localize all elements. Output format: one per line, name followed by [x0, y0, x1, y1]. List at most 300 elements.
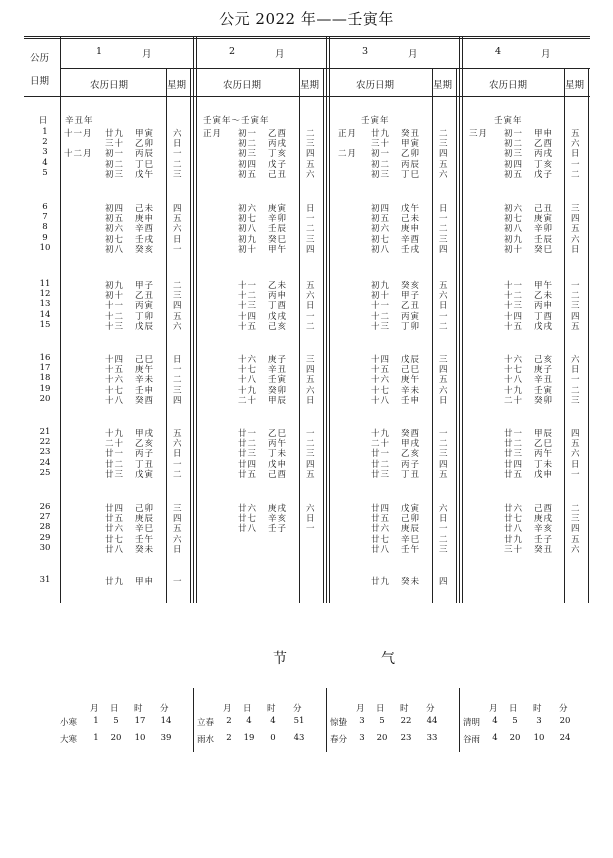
ganzhi-day: 癸卯 — [534, 395, 554, 406]
weekday: 一 — [439, 311, 448, 322]
jieqi-value: 4 — [492, 716, 498, 726]
ganzhi-day: 甲子 — [135, 281, 155, 291]
weekday: 二 — [306, 439, 315, 450]
nongli-label: 农历日期 — [90, 80, 129, 91]
ganzhi-day: 甲申 — [135, 577, 155, 587]
jieqi-column-header: 分 — [426, 704, 435, 714]
ganzhi-day: 癸丑 — [401, 129, 421, 139]
lunar-day: 廿四 — [105, 504, 125, 514]
lunar-day: 初一 — [504, 129, 524, 139]
lunar-day: 廿九 — [105, 577, 125, 587]
lunar-day: 廿四 — [504, 459, 524, 470]
day-number: 30 — [39, 542, 51, 553]
ganzhi-day: 甲寅 — [401, 139, 421, 150]
ganzhi-day: 癸亥 — [401, 281, 421, 291]
weekday: 日 — [439, 301, 448, 312]
lunar-day: 廿五 — [105, 514, 125, 525]
weekday: 五 — [439, 469, 448, 480]
jieqi-column-header: 日 — [110, 704, 119, 714]
weekday: 三 — [173, 169, 182, 180]
jieqi-name: 春分 — [330, 735, 348, 745]
weekday: 一 — [306, 214, 315, 225]
weekday: 六 — [439, 504, 448, 514]
lunar-day: 十七 — [238, 365, 258, 376]
weekday: 六 — [173, 439, 182, 450]
day-number: 28 — [39, 522, 51, 533]
weekday: 一 — [439, 214, 448, 225]
lunar-day: 十一 — [238, 281, 258, 291]
lunar-day: 廿一 — [504, 429, 524, 439]
lunar-day: 初六 — [105, 224, 125, 235]
day-number: 29 — [39, 532, 51, 543]
day-number: 14 — [39, 309, 51, 320]
ganzhi-day: 癸未 — [135, 544, 155, 555]
ganzhi-day: 癸巳 — [534, 244, 554, 255]
weekday: 日 — [306, 301, 315, 312]
weekday: 日 — [173, 139, 182, 150]
ganzhi-day: 辛丑 — [268, 365, 288, 376]
jieqi-value: 24 — [559, 733, 571, 743]
day-number: 25 — [39, 467, 51, 478]
weekday: 四 — [173, 395, 182, 406]
lunar-day: 初四 — [105, 204, 125, 214]
ganzhi-day: 乙酉 — [534, 139, 554, 150]
weekday: 六 — [439, 169, 448, 180]
jieqi-value: 33 — [426, 733, 438, 743]
lunar-day: 廿六 — [371, 524, 391, 535]
weekday: 一 — [173, 244, 182, 255]
weekday: 四 — [306, 149, 315, 160]
lunar-day: 廿九 — [105, 129, 125, 139]
weekday: 三 — [439, 449, 448, 460]
lunar-month: 二月 — [338, 149, 358, 160]
weekday: 六 — [306, 169, 315, 180]
jieqi-value: 5 — [512, 716, 518, 726]
jieqi-column-header: 分 — [293, 704, 302, 714]
lunar-day: 初七 — [238, 214, 258, 225]
ganzhi-day: 壬辰 — [268, 224, 288, 235]
jieqi-column-header: 时 — [533, 704, 542, 714]
weekday: 一 — [173, 577, 182, 587]
ganzhi-day: 己卯 — [135, 504, 155, 514]
jieqi-title: 节 气 — [273, 651, 435, 667]
weekday: 一 — [571, 375, 580, 386]
jieqi-name: 立春 — [197, 718, 215, 728]
lunar-day: 初二 — [371, 159, 391, 170]
weekday: 四 — [571, 524, 580, 535]
ganzhi-day: 乙亥 — [135, 439, 155, 450]
weekday: 四 — [306, 365, 315, 376]
ganzhi-day: 乙卯 — [135, 139, 155, 150]
ganzhi-day: 丁巳 — [135, 159, 155, 170]
ganzhi-day: 庚戌 — [268, 504, 288, 514]
weekday: 五 — [439, 281, 448, 291]
lunar-day: 十八 — [238, 375, 258, 386]
weekday: 日 — [571, 149, 580, 160]
ganzhi-day: 甲寅 — [135, 129, 155, 139]
jieqi-name: 大寒 — [60, 735, 78, 745]
weekday: 日 — [306, 204, 315, 214]
weekday-column-line — [588, 68, 589, 603]
lunar-day: 初九 — [105, 281, 125, 291]
lunar-day: 廿四 — [371, 504, 391, 514]
weekday: 日 — [439, 395, 448, 406]
header-bottom-rule — [24, 96, 590, 97]
lunar-day: 十六 — [105, 375, 125, 386]
weekday: 六 — [306, 504, 315, 514]
xingqi-label: 星期 — [167, 80, 187, 91]
weekday: 五 — [571, 129, 580, 139]
lunar-month: 十二月 — [64, 149, 93, 160]
lunar-day: 初一 — [238, 129, 258, 139]
month-separator — [193, 37, 194, 603]
lunar-day: 十八 — [105, 395, 125, 406]
weekday: 四 — [571, 311, 580, 322]
ganzhi-year: 壬寅年 — [494, 116, 523, 126]
ganzhi-day: 丁卯 — [135, 311, 155, 322]
lunar-day: 三十 — [371, 139, 391, 150]
day-number: 23 — [39, 447, 51, 458]
ganzhi-day: 戊戌 — [268, 311, 288, 322]
lunar-day: 初六 — [238, 204, 258, 214]
nongli-label: 农历日期 — [489, 80, 528, 91]
weekday: 三 — [439, 355, 448, 365]
ganzhi-day: 戊寅 — [135, 469, 155, 480]
day-number: 21 — [39, 427, 51, 437]
ganzhi-day: 癸卯 — [268, 385, 288, 396]
weekday: 五 — [571, 534, 580, 545]
weekday: 四 — [571, 429, 580, 439]
ganzhi-day: 壬午 — [401, 544, 421, 555]
day-number: 15 — [39, 319, 51, 330]
ganzhi-day: 戊辰 — [401, 355, 421, 365]
jieqi-column-header: 月 — [489, 704, 498, 714]
lunar-day: 初四 — [238, 159, 258, 170]
ganzhi-day: 庚寅 — [534, 214, 554, 225]
day-number: 9 — [42, 232, 48, 243]
ganzhi-year: 壬寅年 — [361, 116, 390, 126]
table-top-rule-2 — [24, 38, 590, 39]
weekday: 二 — [173, 375, 182, 386]
ganzhi-day: 癸亥 — [135, 244, 155, 255]
lunar-day: 初十 — [504, 244, 524, 255]
lunar-day: 十一 — [105, 301, 125, 312]
weekday-column-line — [166, 68, 167, 603]
ganzhi-day: 辛酉 — [135, 224, 155, 235]
weekday: 三 — [439, 139, 448, 150]
weekday: 一 — [571, 281, 580, 291]
weekday: 五 — [571, 439, 580, 450]
weekday: 二 — [306, 129, 315, 139]
lunar-day: 十五 — [371, 365, 391, 376]
lunar-day: 初五 — [105, 214, 125, 225]
jieqi-column-header: 分 — [559, 704, 568, 714]
weekday: 四 — [306, 244, 315, 255]
ganzhi-day: 己卯 — [401, 514, 421, 525]
ganzhi-day: 戊申 — [534, 469, 554, 480]
jieqi-value: 22 — [400, 716, 412, 726]
weekday: 日 — [306, 395, 315, 406]
weekday: 六 — [306, 385, 315, 396]
lunar-day: 十八 — [504, 375, 524, 386]
lunar-day: 十六 — [504, 355, 524, 365]
ganzhi-day: 己亥 — [534, 355, 554, 365]
nongli-label: 农历日期 — [356, 80, 395, 91]
lunar-day: 廿九 — [504, 534, 524, 545]
ganzhi-day: 乙丑 — [135, 291, 155, 302]
lunar-month: 正月 — [203, 129, 223, 139]
weekday: 三 — [173, 385, 182, 396]
ganzhi-day: 丁亥 — [268, 149, 288, 160]
jieqi-value: 10 — [533, 733, 545, 743]
ganzhi-day: 丙戌 — [534, 149, 554, 160]
weekday: 日 — [173, 234, 182, 245]
day-number: 8 — [42, 222, 48, 233]
weekday: 三 — [439, 234, 448, 245]
lunar-day: 十八 — [371, 395, 391, 406]
ganzhi-day: 丙午 — [268, 439, 288, 450]
jieqi-value: 19 — [243, 733, 255, 743]
jieqi-value: 2 — [226, 733, 232, 743]
day-number: 24 — [39, 457, 51, 468]
ganzhi-day: 己酉 — [268, 469, 288, 480]
ganzhi-day: 甲戌 — [401, 439, 421, 450]
jieqi-value: 20 — [376, 733, 388, 743]
day-number: 26 — [39, 502, 51, 512]
lunar-day: 初五 — [371, 214, 391, 225]
lunar-day: 廿四 — [238, 459, 258, 470]
weekday: 日 — [571, 365, 580, 376]
lunar-month: 正月 — [338, 129, 358, 139]
month-separator — [196, 37, 197, 603]
ganzhi-day: 丙寅 — [401, 311, 421, 322]
ganzhi-day: 庚戌 — [534, 514, 554, 525]
jieqi-value: 51 — [293, 716, 305, 726]
ganzhi-day: 丙戌 — [268, 139, 288, 150]
lunar-day: 廿七 — [238, 514, 258, 525]
header-divider — [60, 68, 590, 69]
lunar-day: 初七 — [105, 234, 125, 245]
jieqi-value: 0 — [270, 733, 276, 743]
ganzhi-day: 丁卯 — [401, 321, 421, 332]
day-number: 7 — [42, 212, 48, 223]
weekday: 六 — [306, 291, 315, 302]
lunar-day: 初九 — [371, 281, 391, 291]
weekday: 五 — [306, 159, 315, 170]
lunar-day: 廿二 — [105, 459, 125, 470]
jieqi-value: 23 — [400, 733, 412, 743]
lunar-day: 初八 — [105, 244, 125, 255]
page-title: 公元 2022 年——壬寅年 — [219, 10, 394, 28]
month-separator — [326, 37, 327, 603]
lunar-day: 廿五 — [504, 469, 524, 480]
jieqi-column-header: 时 — [400, 704, 409, 714]
day-number: 日 — [38, 116, 48, 126]
ganzhi-day: 庚子 — [534, 365, 554, 376]
day-number: 31 — [39, 575, 51, 585]
ganzhi-day: 己未 — [401, 214, 421, 225]
lunar-day: 初一 — [105, 149, 125, 160]
lunar-day: 十五 — [105, 365, 125, 376]
weekday: 二 — [173, 159, 182, 170]
lunar-day: 廿一 — [238, 429, 258, 439]
ganzhi-day: 壬子 — [534, 534, 554, 545]
weekday: 日 — [306, 514, 315, 525]
lunar-month: 三月 — [469, 129, 489, 139]
lunar-day: 初三 — [504, 149, 524, 160]
ganzhi-day: 壬午 — [135, 534, 155, 545]
day-number: 18 — [39, 373, 51, 384]
weekday: 三 — [571, 204, 580, 214]
lunar-day: 初十 — [371, 291, 391, 302]
lunar-day: 廿六 — [238, 504, 258, 514]
ganzhi-day: 丁酉 — [268, 301, 288, 312]
ganzhi-day: 丙寅 — [135, 301, 155, 312]
lunar-day: 十四 — [105, 355, 125, 365]
jieqi-value: 39 — [160, 733, 172, 743]
ganzhi-day: 戊申 — [268, 459, 288, 470]
ganzhi-day: 戊寅 — [401, 504, 421, 514]
lunar-day: 廿七 — [105, 534, 125, 545]
jieqi-name: 谷雨 — [463, 735, 481, 745]
lunar-day: 二十 — [238, 395, 258, 406]
ganzhi-day: 戊辰 — [135, 321, 155, 332]
ganzhi-day: 丁酉 — [534, 311, 554, 322]
weekday: 二 — [571, 385, 580, 396]
weekday: 日 — [571, 459, 580, 470]
lunar-day: 廿六 — [105, 524, 125, 535]
ganzhi-day: 辛卯 — [534, 224, 554, 235]
weekday: 日 — [571, 244, 580, 255]
ganzhi-day: 己巳 — [401, 365, 421, 376]
weekday: 四 — [439, 459, 448, 470]
weekday: 六 — [173, 321, 182, 332]
lunar-day: 初六 — [504, 204, 524, 214]
jieqi-value: 1 — [93, 716, 99, 726]
jieqi-name: 清明 — [463, 718, 481, 728]
ganzhi-day: 辛亥 — [268, 514, 288, 525]
date-column-line — [60, 37, 61, 603]
day-number: 6 — [42, 202, 48, 212]
jieqi-column-header: 时 — [134, 704, 143, 714]
weekday: 日 — [173, 355, 182, 365]
weekday: 五 — [173, 429, 182, 439]
ganzhi-day: 戊子 — [268, 159, 288, 170]
weekday: 四 — [173, 204, 182, 214]
lunar-day: 十七 — [105, 385, 125, 396]
weekday: 二 — [439, 321, 448, 332]
jieqi-separator — [459, 688, 460, 752]
jieqi-value: 20 — [110, 733, 122, 743]
weekday-column-line — [432, 68, 433, 603]
ganzhi-day: 戊午 — [135, 169, 155, 180]
lunar-day: 初四 — [504, 159, 524, 170]
weekday: 六 — [571, 139, 580, 150]
lunar-day: 十九 — [238, 385, 258, 396]
ganzhi-day: 丁未 — [534, 459, 554, 470]
jieqi-value: 44 — [426, 716, 438, 726]
lunar-day: 十九 — [105, 429, 125, 439]
weekday: 一 — [571, 469, 580, 480]
lunar-day: 初七 — [504, 214, 524, 225]
lunar-day: 十七 — [371, 385, 391, 396]
lunar-day: 廿三 — [105, 469, 125, 480]
jieqi-column-header: 分 — [160, 704, 169, 714]
jieqi-column-header: 日 — [376, 704, 385, 714]
jieqi-separator — [193, 688, 194, 752]
month-label: 月 — [275, 49, 285, 60]
ganzhi-day: 甲辰 — [534, 429, 554, 439]
lunar-day: 廿三 — [238, 449, 258, 460]
ganzhi-day: 辛卯 — [268, 214, 288, 225]
ganzhi-day: 丙辰 — [401, 159, 421, 170]
jieqi-column-header: 日 — [243, 704, 252, 714]
lunar-day: 初九 — [504, 234, 524, 245]
ganzhi-day: 戊午 — [401, 204, 421, 214]
jieqi-name: 雨水 — [197, 735, 215, 745]
lunar-day: 廿一 — [371, 449, 391, 460]
ganzhi-day: 丙申 — [268, 291, 288, 302]
day-number: 1 — [42, 127, 48, 137]
lunar-day: 二十 — [504, 395, 524, 406]
day-number: 11 — [39, 279, 51, 289]
weekday: 二 — [571, 504, 580, 514]
ganzhi-day: 丁丑 — [401, 469, 421, 480]
ganzhi-day: 丙午 — [534, 449, 554, 460]
weekday: 五 — [439, 159, 448, 170]
jieqi-value: 5 — [113, 716, 119, 726]
weekday: 三 — [173, 291, 182, 302]
weekday: 六 — [439, 385, 448, 396]
month-label: 月 — [142, 49, 152, 60]
weekday: 三 — [306, 139, 315, 150]
day-number: 20 — [39, 393, 51, 404]
weekday: 三 — [439, 544, 448, 555]
weekday: 四 — [173, 301, 182, 312]
ganzhi-day: 乙丑 — [401, 301, 421, 312]
lunar-day: 十二 — [238, 291, 258, 302]
ganzhi-day: 甲子 — [401, 291, 421, 302]
ganzhi-day: 丁未 — [268, 449, 288, 460]
weekday: 六 — [173, 224, 182, 235]
weekday: 六 — [173, 534, 182, 545]
weekday: 二 — [173, 469, 182, 480]
ganzhi-day: 癸丑 — [534, 544, 554, 555]
ganzhi-day: 甲辰 — [268, 395, 288, 406]
xingqi-label: 星期 — [565, 80, 585, 91]
lunar-day: 廿一 — [105, 449, 125, 460]
lunar-day: 十四 — [504, 311, 524, 322]
weekday: 五 — [306, 281, 315, 291]
ganzhi-day: 庚辰 — [135, 514, 155, 525]
weekday: 四 — [571, 214, 580, 225]
lunar-day: 廿二 — [238, 439, 258, 450]
weekday: 四 — [306, 459, 315, 470]
ganzhi-day: 辛亥 — [534, 524, 554, 535]
ganzhi-day: 己巳 — [135, 355, 155, 365]
lunar-day: 初一 — [371, 149, 391, 160]
weekday: 日 — [173, 449, 182, 460]
weekday: 五 — [439, 375, 448, 386]
jieqi-value: 2 — [226, 716, 232, 726]
lunar-day: 十三 — [105, 321, 125, 332]
lunar-day: 廿二 — [371, 459, 391, 470]
ganzhi-day: 庚申 — [401, 224, 421, 235]
ganzhi-day: 丙辰 — [135, 149, 155, 160]
weekday: 四 — [439, 365, 448, 376]
lunar-day: 初十 — [105, 291, 125, 302]
ganzhi-day: 戊子 — [534, 169, 554, 180]
